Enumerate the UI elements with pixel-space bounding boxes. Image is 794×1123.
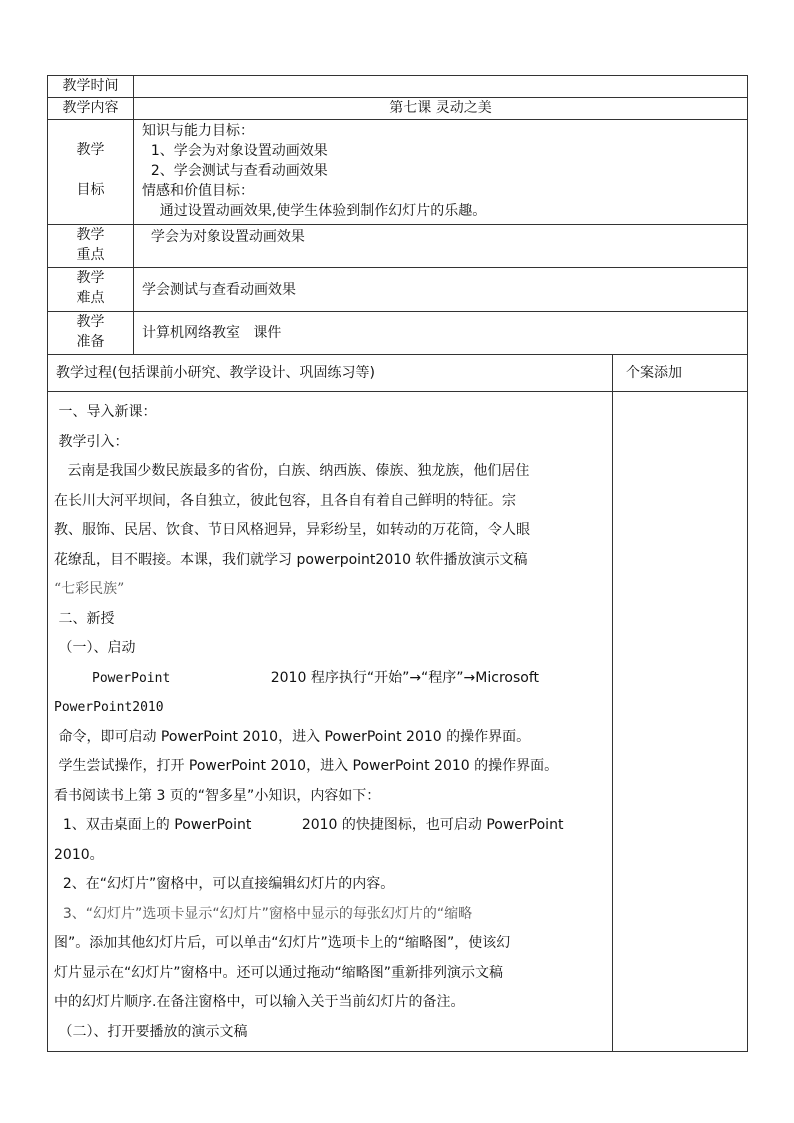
prep-label-line-1: 教学 [76,314,105,330]
body-line: 学生尝试操作，打开 PowerPoint 2010，进入 PowerPoint 2010 的操作界面。 [54,758,559,774]
difficulty-label [48,268,134,312]
goal-line: 1、学会为对象设置动画效果 [142,143,328,159]
goal-content [134,120,748,225]
content-label: 教学内容 [48,98,134,120]
process-body-row [48,392,748,1052]
prep-value: 计算机网络教室 课件 [134,312,748,355]
key-label-line-2: 重点 [76,247,105,263]
body-line: 一、导入新课： [54,404,157,420]
prep-label-line-2: 准备 [76,334,105,350]
difficulty-label-line-1: 教学 [76,270,105,286]
content-row [48,98,748,120]
process-body [48,392,613,1052]
process-header-row [48,355,748,392]
difficulty-row [48,268,748,312]
body-line: 命令，即可启动 PowerPoint 2010，进入 PowerPoint 2010 的操作界面。 [54,728,531,745]
lesson-plan-page [47,75,747,1052]
key-value: 学会为对象设置动画效果 [134,225,748,268]
lesson-plan-table [47,75,748,1052]
goal-line: 情感和价值目标： [142,183,254,199]
body-line: 2010。 [54,846,104,863]
process-header: 教学过程(包括课前小研究、教学设计、巩固练习等) [48,355,613,392]
notes-header: 个案添加 [613,355,748,392]
body-line: 看书阅读书上第 3 页的“智多星”小知识，内容如下： [54,787,381,804]
body-line: 云南是我国少数民族最多的省份，白族、纳西族、傣族、独龙族，他们居住 [54,463,530,479]
body-line [54,811,606,841]
time-row [48,76,748,98]
body-line: 花缭乱，目不暇接。本课，我们就学习 powerpoint2010 软件播放演示文稿 [54,551,528,568]
content-value: 第七课 灵动之美 [134,98,748,120]
body-line: PowerPoint2010 [54,700,164,715]
goal-label-line-1: 教学 [76,142,105,158]
body-line: 图”。添加其他幻灯片后，可以单击“幻灯片”选项卡上的“缩略图”，使该幻 [54,935,511,951]
body-line: 二、新授 [54,610,115,627]
body-line [54,664,606,694]
body-fragment: 2010 程序执行“开始”→“程序”→Microsoft [270,669,539,686]
body-line: “七彩民族” [54,581,125,597]
body-line: 3、“幻灯片”选项卡显示“幻灯片”窗格中显示的每张幻灯片的“缩略 [54,905,473,922]
body-fragment: PowerPoint [92,670,171,686]
body-line: （二）、打开要播放的演示文稿 [54,1023,248,1040]
body-line: 在长川大河平坝间，各自独立，彼此包容，且各自有着自己鲜明的特征。宗 [54,492,516,509]
prep-label [48,312,134,355]
body-line: （一）、启动 [54,640,136,656]
goal-line: 知识与能力目标： [142,123,254,139]
goal-row [48,120,748,225]
body-line: 教、服饰、民居、饮食、节日风格迥异，异彩纷呈，如转动的万花筒，令人眼 [54,522,530,538]
key-label-line-1: 教学 [76,227,105,243]
goal-label [48,120,134,225]
body-line: 中的幻灯片顺序.在备注窗格中，可以输入关于当前幻灯片的备注。 [54,994,465,1010]
key-label [48,225,134,268]
notes-cell [613,392,748,1052]
body-line: 2、在“幻灯片”窗格中，可以直接编辑幻灯片的内容。 [54,876,395,892]
goal-line: 通过设置动画效果,使学生体验到制作幻灯片的乐趣。 [142,203,487,219]
body-line: 灯片显示在“幻灯片”窗格中。还可以通过拖动“缩略图”重新排列演示文稿 [54,964,504,981]
difficulty-value: 学会测试与查看动画效果 [134,268,748,312]
goal-label-line-2: 目标 [76,182,105,198]
difficulty-label-line-2: 难点 [76,290,105,306]
key-row [48,225,748,268]
body-fragment: 2010 的快捷图标，也可启动 PowerPoint [301,817,564,833]
time-value [134,76,748,98]
body-line: 教学引入： [54,433,129,450]
prep-row [48,312,748,355]
goal-line: 2、学会测试与查看动画效果 [142,163,328,179]
time-label: 教学时间 [48,76,134,98]
body-fragment: 1、双击桌面上的 PowerPoint [54,817,252,833]
